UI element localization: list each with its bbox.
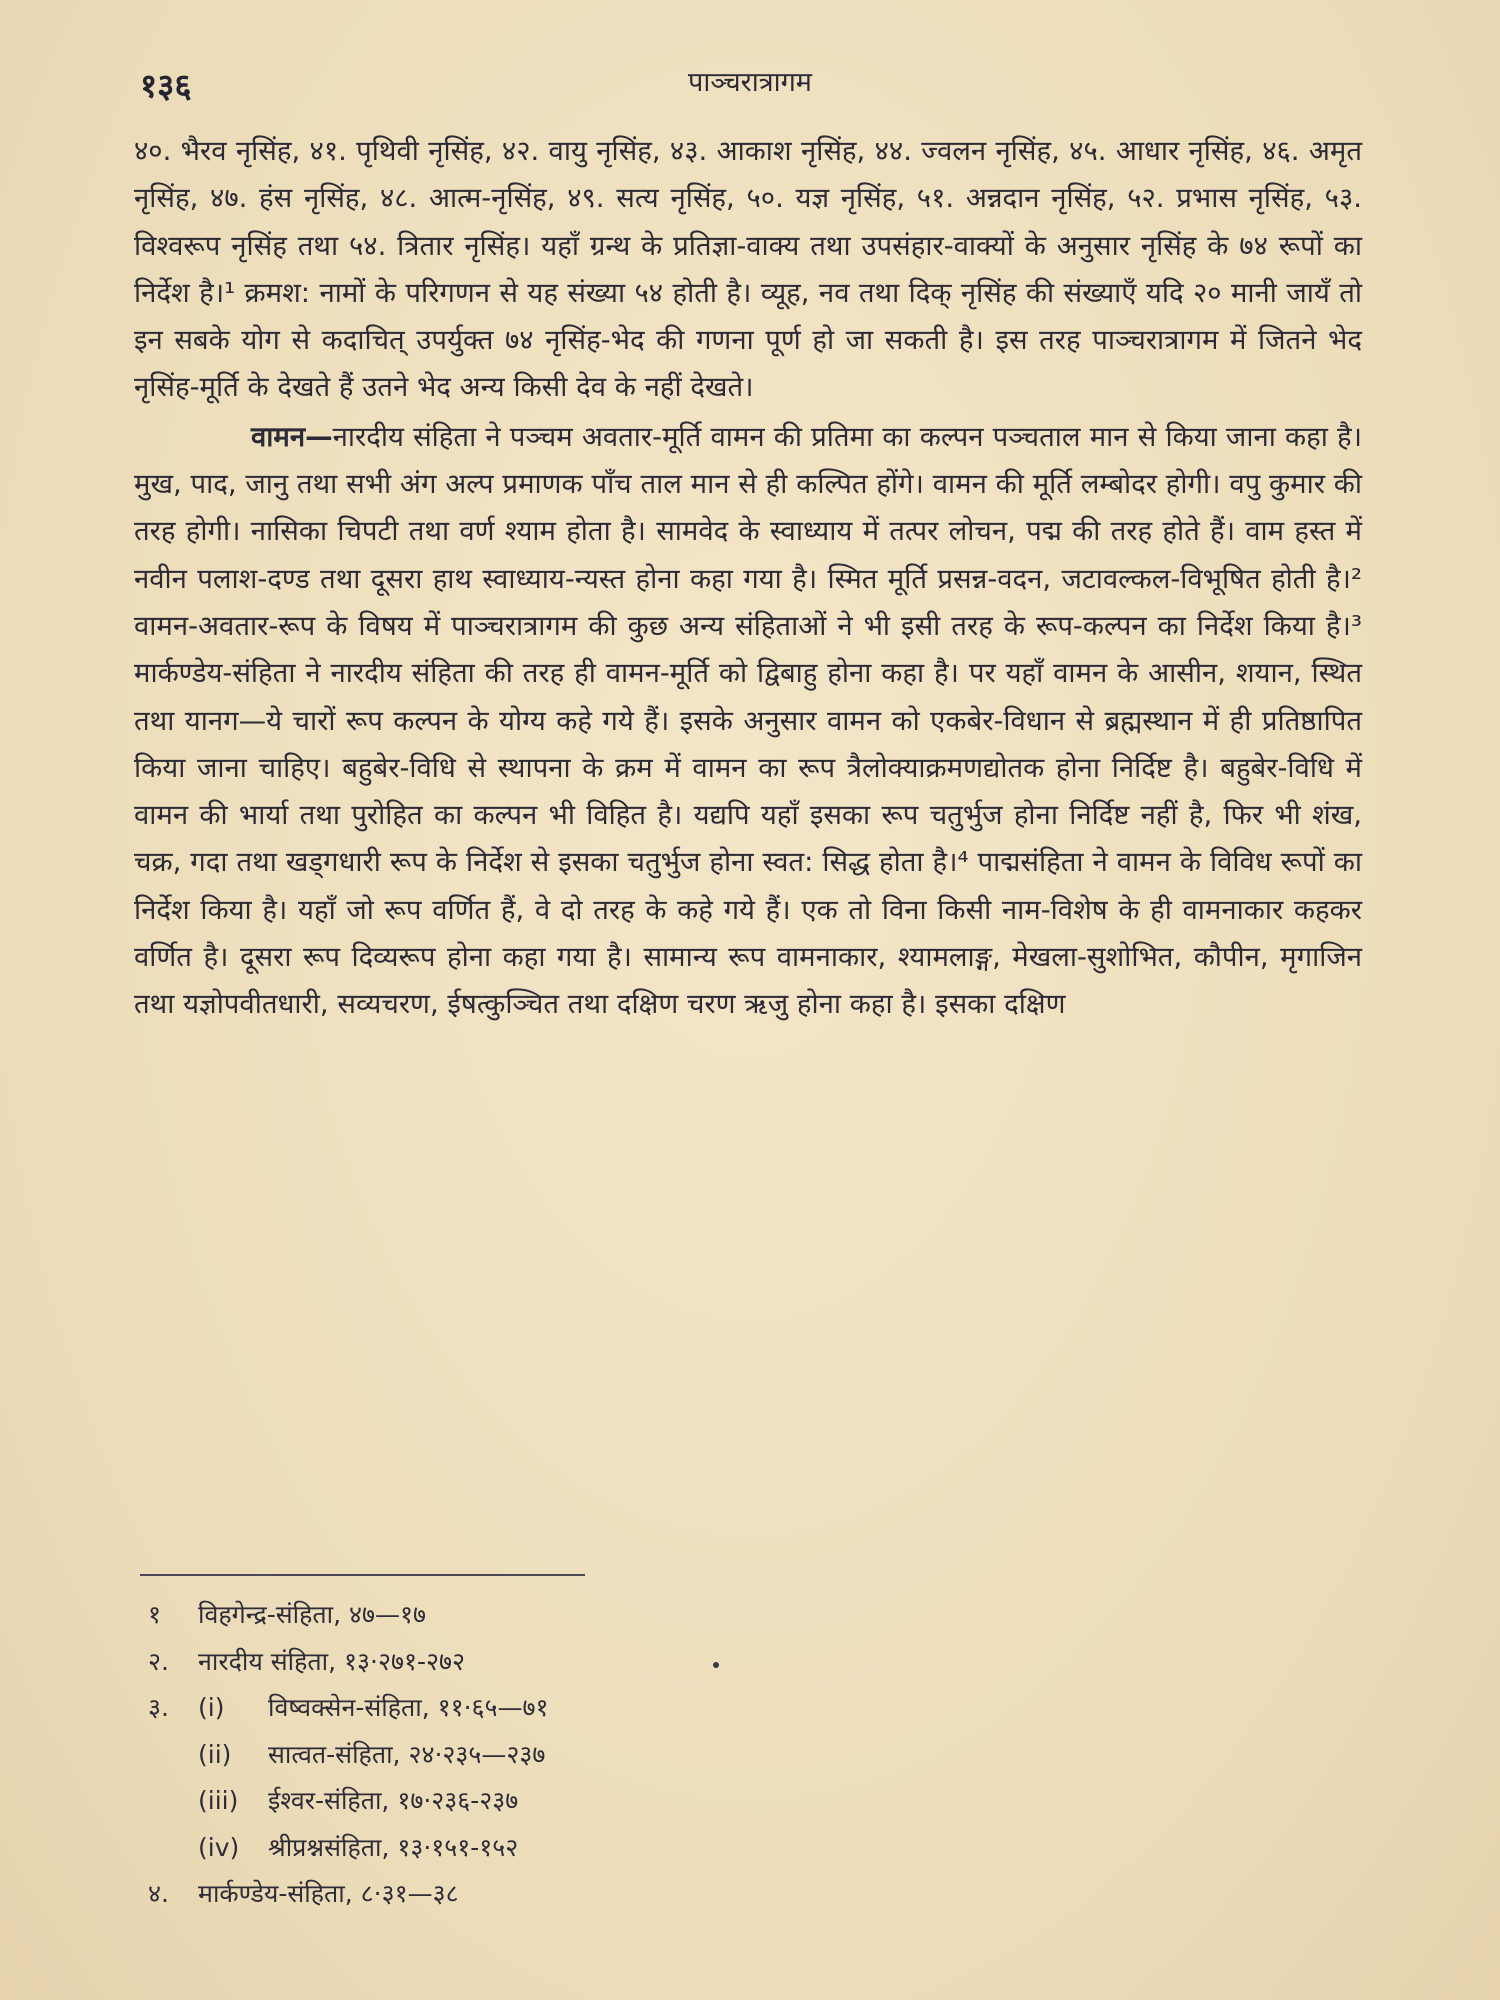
footnote-text: नारदीय संहिता, १३·२७१-२७२ [198, 1646, 466, 1676]
footnote-number: ४. [148, 1879, 169, 1908]
footnote-text: ईश्वर-संहिता, १७·२३६-२३७ [268, 1786, 519, 1815]
footnote-subitem: (iii) [198, 1786, 239, 1815]
footnote-number: १ [148, 1600, 162, 1629]
footnote-3-iv [148, 1825, 1048, 1872]
footnote-3-iii [148, 1778, 1048, 1825]
footnote-subitem: (iv) [198, 1832, 240, 1862]
paragraph-vamana-text: नारदीय संहिता ने पञ्चम अवतार-मूर्ति वामन की प्रतिमा का कल्पन पञ्चताल मान से किया जाना कहा है। मुख, पाद, जानु तथा सभी अंग अल्प प्रमाणक पाँच ताल मान से ही कल्पित होंगे। वामन की मूर्ति लम्बोदर होगी। वपु कुमार की तरह होगी। नासिका चिपटी तथा वर्ण श्याम होता है। सामवेद के स्वाध्याय में तत्पर लोचन, पद्म की तरह होते हैं। वाम हस्त में नवीन पलाश-दण्ड तथा दूसरा हाथ स्वाध्याय-न्यस्त होना कहा गया है। स्मित मूर्ति प्रसन्न-वदन, जटावल्कल-विभूषित होती है।² वामन-अवतार-रूप के विषय में पाञ्चरात्रागम की कुछ अन्य संहिताओं ने भी इसी तरह के रूप-कल्पन का निर्देश किया है।³ मार्कण्डेय-संहिता ने नारदीय संहिता की तरह ही वामन-मूर्ति को द्विबाहु होना कहा है। पर यहाँ वामन के आसीन, शयान, स्थित तथा यानग—ये चारों रूप कल्पन के योग्य कहे गये हैं। इसके अनुसार वामन को एकबेर-विधान से ब्रह्मस्थान में ही प्रतिष्ठापित किया जाना चाहिए। बहुबेर-विधि से स्थापना के क्रम में वामन का रूप त्रैलोक्याक्रमणद्योतक होना निर्दिष्ट है। बहुबेर-विधि में वामन की भार्या तथा पुरोहित का कल्पन भी विहित है। यद्यपि यहाँ इसका रूप चतुर्भुज होना निर्दिष्ट नहीं है, फिर भी शंख, चक्र, गदा तथा खड्गधारी रूप के निर्देश से इसका चतुर्भुज होना स्वत: सिद्ध होता है।⁴ पाद्मसंहिता ने वामन के विविध रूपों का निर्देश किया है। यहाँ जो रूप वर्णित हैं, वे दो तरह के कहे गये हैं। एक तो विना किसी नाम-विशेष के ही वामनाकार कहकर वर्णित है। दूसरा रूप दिव्यरूप होना कहा गया है। सामान्य रूप वामनाकार, श्यामलाङ्ग, मेखला-सुशोभित, कौपीन, मृगाजिन तथा यज्ञोपवीतधारी, सव्यचरण, ईषत्कुञ्चित तथा दक्षिण चरण ऋजु होना कहा है। इसका दक्षिण [134, 420, 1362, 1021]
paragraph-nrisimha-list: ४०. भैरव नृसिंह, ४१. पृथिवी नृसिंह, ४२. वायु नृसिंह, ४३. आकाश नृसिंह, ४४. ज्वलन नृसिंह, ४५. आधार नृसिंह, ४६. अमृत नृसिंह, ४७. हंस नृसिंह, ४८. आत्म-नृसिंह, ४९. सत्य नृसिंह, ५०. यज्ञ नृसिंह, ५१. अन्नदान नृसिंह, ५२. प्रभास नृसिंह, ५३. विश्वरूप नृसिंह तथा ५४. त्रितार नृसिंह। यहाँ ग्रन्थ के प्रतिज्ञा-वाक्य तथा उपसंहार-वाक्यों के अनुसार नृसिंह के ७४ रूपों का निर्देश है।¹ क्रमश: नामों के परिगणन से यह संख्या ५४ होती है। व्यूह, नव तथा दिक् नृसिंह की संख्याएँ यदि २० मानी जायँ तो इन सबके योग से कदाचित् उपर्युक्त ७४ नृसिंह-भेद की गणना पूर्ण हो जा सकती है। इस तरह पाञ्चरात्रागम में जितने भेद नृसिंह-मूर्ति के देखते हैं उतने भेद अन्य किसी देव के नहीं देखते। [134, 135, 1363, 404]
page-number: १३६ [140, 66, 192, 105]
ink-speck [713, 1662, 719, 1668]
footnote-1 [148, 1592, 1048, 1639]
footnote-text: सात्वत-संहिता, २४·२३५—२३७ [268, 1739, 546, 1769]
footnote-3-i [148, 1685, 1048, 1732]
footnote-divider [140, 1574, 585, 1576]
section-heading-vamana: वामन— [251, 420, 333, 453]
footnote-text: मार्कण्डेय-संहिता, ८·३१—३८ [198, 1879, 459, 1908]
footnote-subitem: (ii) [198, 1739, 232, 1769]
footnote-number: २. [148, 1646, 169, 1676]
footnote-number: ३. [148, 1693, 169, 1722]
running-title: पाञ्चरात्रागम [688, 67, 812, 98]
paragraph-vamana [134, 414, 1362, 1029]
footnotes [148, 1592, 1048, 1918]
footnote-subitem: (i) [198, 1693, 225, 1722]
footnote-text: विहगेन्द्र-संहिता, ४७—१७ [198, 1600, 427, 1629]
main-text [134, 128, 1362, 1029]
footnote-3-ii [148, 1732, 1048, 1779]
footnote-4 [148, 1871, 1048, 1918]
footnote-text: विष्वक्सेन-संहिता, ११·६५—७१ [268, 1693, 549, 1722]
footnote-2 [148, 1639, 1048, 1686]
footnote-text: श्रीप्रश्नसंहिता, १३·१५१-१५२ [268, 1832, 519, 1862]
